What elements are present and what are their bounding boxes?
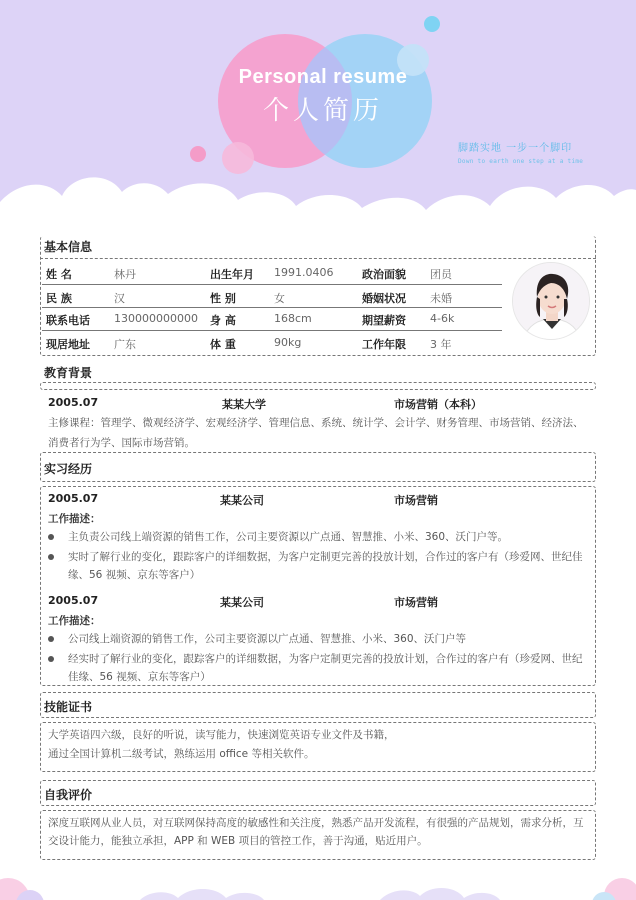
- internship-header-box: [40, 452, 596, 482]
- header-background: [0, 0, 636, 230]
- job-position: 市场营销: [394, 596, 438, 609]
- job-desc-item: 实时了解行业的变化，跟踪客户的详细数据，为客户定制更完善的投放计划，合作过的客户有（珍爱网、世纪佳: [68, 551, 583, 563]
- education-courses-line2: 消费者行为学、国际市场营销。: [48, 437, 195, 449]
- education-major: 市场营销（本科）: [394, 398, 482, 411]
- title-english: Personal resume: [238, 66, 408, 88]
- info-label-height: 身 高: [210, 314, 236, 327]
- basic-info-title: 基本信息: [44, 240, 93, 254]
- info-label-birth: 出生年月: [210, 268, 254, 281]
- job-date: 2005.07: [48, 594, 99, 607]
- info-value-weight: 90kg: [274, 336, 302, 349]
- info-label-gender: 性 别: [210, 292, 236, 305]
- slogan-english: Down to earth one step at a time: [458, 158, 584, 165]
- profile-photo: [512, 262, 590, 340]
- info-label-experience: 工作年限: [362, 338, 406, 351]
- info-value-salary: 4-6k: [430, 312, 455, 325]
- info-label-name: 姓 名: [46, 268, 72, 281]
- info-label-ethnicity: 民 族: [46, 292, 72, 305]
- education-courses-line1: 主修课程：管理学、微观经济学、宏观经济学、管理信息、系统、统计学、会计学、财务管理、市场营销、经济法、: [48, 417, 584, 429]
- info-value-phone: 130000000000: [114, 312, 198, 325]
- education-school: 某某大学: [222, 398, 266, 411]
- self-eval-line1: 深度互联网从业人员，对互联网保持高度的敏感性和关注度，熟悉产品开发流程，有很强的产品规划，需求分析，互: [48, 817, 584, 829]
- info-label-salary: 期望薪资: [362, 314, 406, 327]
- skills-line2: 通过全国计算机二级考试，熟练运用 office 等相关软件。: [48, 748, 315, 760]
- bullet-icon: [48, 554, 54, 560]
- info-label-phone: 联系电话: [46, 314, 90, 327]
- self-eval-line2: 交设计能力，能独立承担，APP 和 WEB 项目的管控工作，善于沟通，贴近用户。: [48, 835, 428, 847]
- info-value-ethnicity: 汉: [114, 292, 125, 305]
- info-value-experience: 3 年: [430, 338, 452, 351]
- education-date: 2005.07: [48, 396, 99, 409]
- info-label-address: 现居地址: [46, 338, 90, 351]
- self-eval-title: 自我评价: [44, 788, 93, 802]
- info-value-marital: 未婚: [430, 292, 452, 305]
- job-desc-label: 工作描述：: [48, 615, 101, 627]
- bullet-icon: [48, 534, 54, 540]
- job-desc-label: 工作描述：: [48, 513, 101, 525]
- job-desc-item-cont: 缘、56 视频、京东等客户）: [68, 569, 201, 581]
- job-company: 某某公司: [220, 596, 264, 609]
- cyan-dot-decoration: [424, 16, 440, 32]
- info-label-weight: 体 重: [210, 338, 236, 351]
- skills-line1: 大学英语四六级，良好的听说，读写能力，快速浏览英语专业文件及书籍，: [48, 729, 395, 741]
- info-label-political: 政治面貌: [362, 268, 406, 281]
- self-eval-header-box: [40, 780, 596, 806]
- slogan: 脚踏实地 一步一个脚印: [458, 143, 573, 154]
- info-row-divider: [42, 330, 502, 331]
- job-desc-item: 主负责公司线上端资源的销售工作，公司主要资源以广点通、智慧推、小米、360、沃门户等。: [68, 531, 509, 543]
- info-value-height: 168cm: [274, 312, 312, 325]
- bottom-cloud-decoration: [0, 860, 636, 900]
- internship-title: 实习经历: [44, 462, 93, 476]
- education-header-box: [40, 382, 596, 390]
- info-value-name: 林丹: [114, 268, 136, 281]
- job-position: 市场营销: [394, 494, 438, 507]
- job-desc-item-cont: 佳缘、56 视频、京东等客户）: [68, 671, 211, 683]
- info-value-birth: 1991.0406: [274, 266, 334, 279]
- title-chinese: 个人简历: [262, 96, 383, 126]
- education-title: 教育背景: [44, 366, 93, 380]
- info-value-political: 团员: [430, 268, 452, 281]
- skills-header-box: [40, 692, 596, 718]
- avatar-icon: [513, 263, 590, 340]
- bullet-icon: [48, 656, 54, 662]
- skills-title: 技能证书: [44, 700, 93, 714]
- bullet-icon: [48, 636, 54, 642]
- info-label-marital: 婚姻状况: [362, 292, 406, 305]
- job-date: 2005.07: [48, 492, 99, 505]
- info-value-address: 广东: [114, 338, 136, 351]
- job-desc-item: 经实时了解行业的变化，跟踪客户的详细数据，为客户定制更完善的投放计划，合作过的客户有（珍爱网、世纪: [68, 653, 583, 665]
- job-company: 某某公司: [220, 494, 264, 507]
- info-row-divider: [42, 307, 502, 308]
- info-value-gender: 女: [274, 292, 285, 305]
- cloud-decoration: [0, 150, 636, 230]
- info-row-divider: [42, 284, 502, 285]
- job-desc-item: 公司线上端资源的销售工作，公司主要资源以广点通、智慧推、小米、360、沃门户等: [68, 633, 467, 645]
